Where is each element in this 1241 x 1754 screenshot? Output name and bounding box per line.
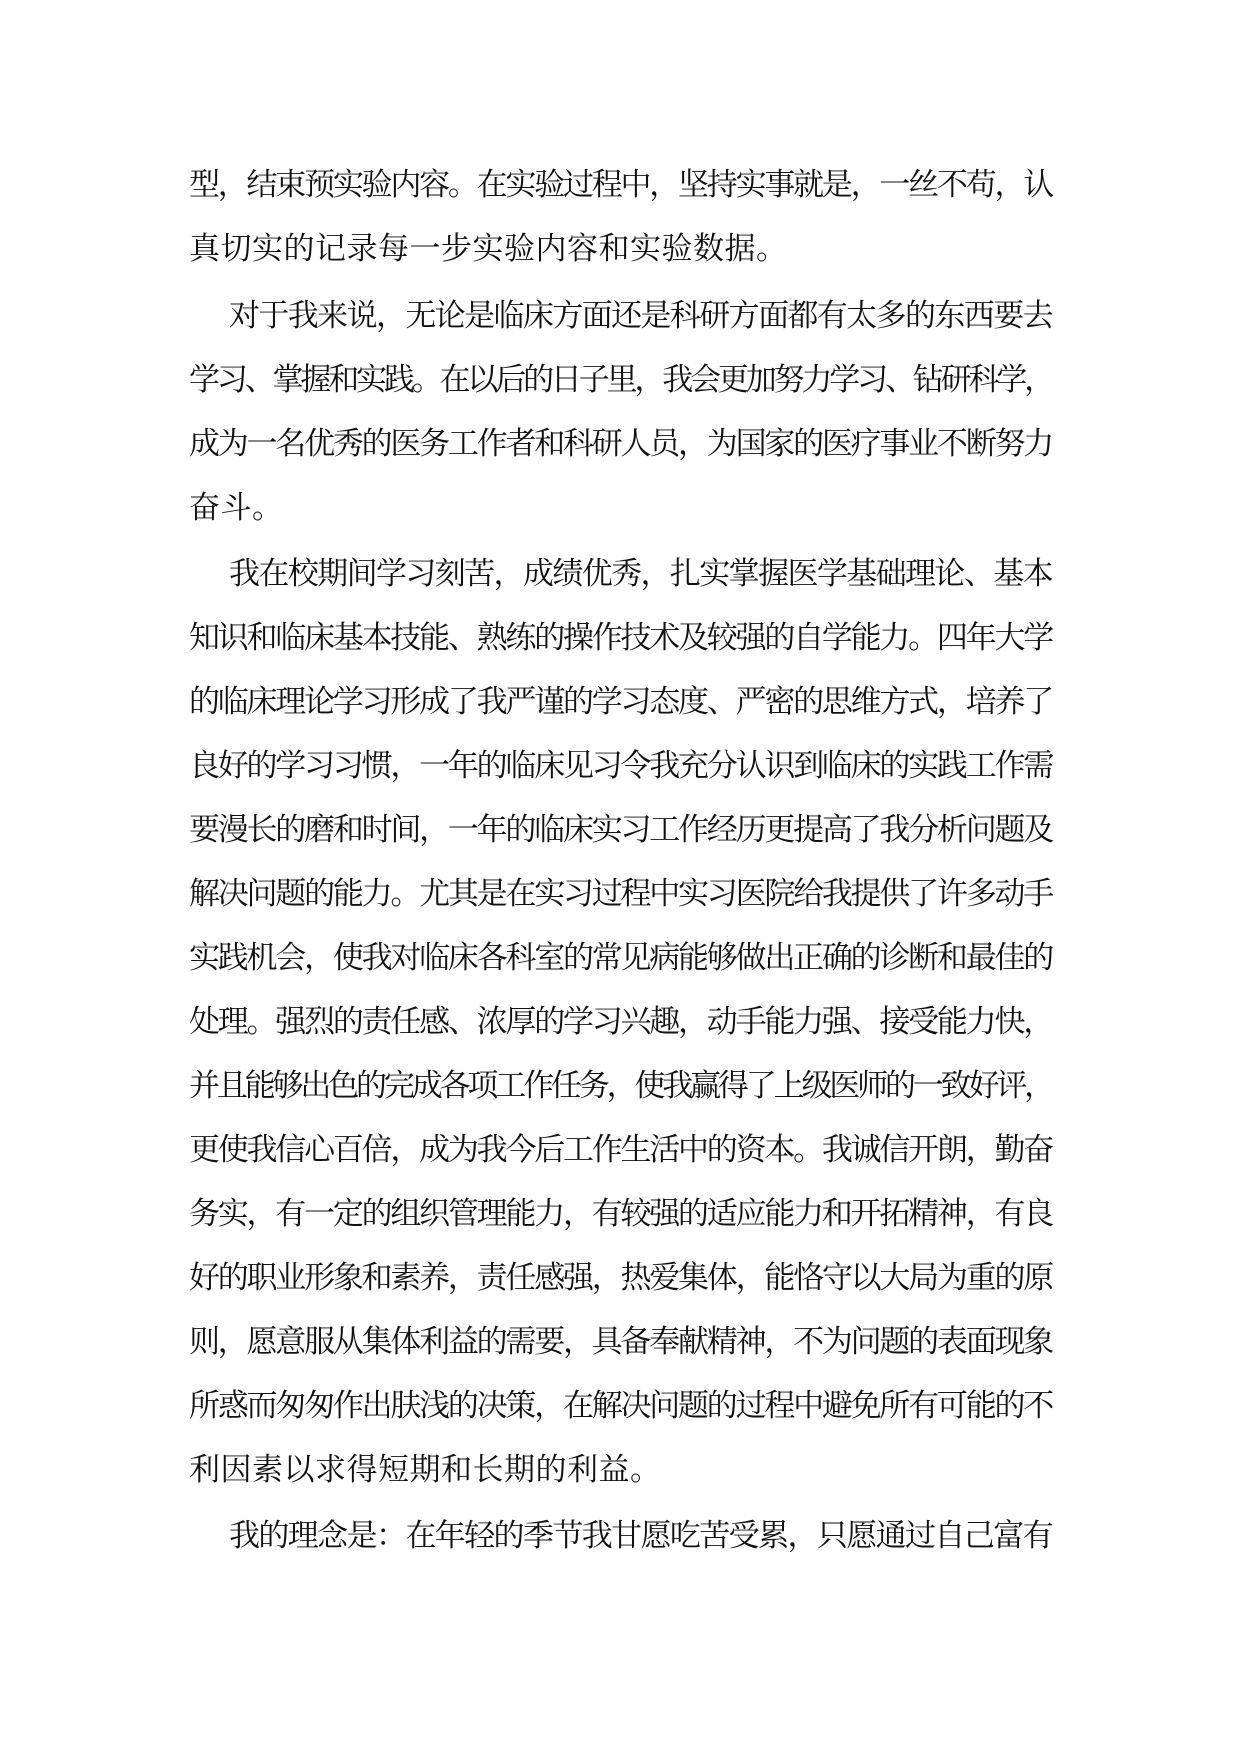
paragraph-3-line-11: 务实，有一定的组织管理能力，有较强的适应能力和开拓精神，有良: [189, 1196, 1052, 1232]
paragraph-3-line-8: 处理。强烈的责任感、浓厚的学习兴趣，动手能力强、接受能力快，: [189, 1004, 1052, 1040]
paragraph-3-line-6: 解决问题的能力。尤其是在实习过程中实习医院给我提供了许多动手: [189, 876, 1052, 912]
paragraph-2-line-4: 奋斗。: [189, 490, 284, 526]
paragraph-1-line-2: 真切实的记录每一步实验内容和实验数据。: [189, 231, 788, 267]
paragraph-3-line-5: 要漫长的磨和时间，一年的临床实习工作经历更提高了我分析问题及: [189, 812, 1052, 848]
paragraph-3-line-15: 利因素以求得短期和长期的利益。: [189, 1452, 662, 1488]
paragraph-3-line-2: 知识和临床基本技能、熟练的操作技术及较强的自学能力。四年大学: [189, 620, 1052, 656]
paragraph-4-line-1: 我的理念是：在年轻的季节我甘愿吃苦受累，只愿通过自己富有: [229, 1518, 1052, 1554]
paragraph-3-line-1: 我在校期间学习刻苦，成绩优秀，扎实掌握医学基础理论、基本: [229, 556, 1052, 592]
paragraph-3-line-13: 则，愿意服从集体利益的需要，具备奉献精神，不为问题的表面现象: [189, 1324, 1052, 1360]
paragraph-1-line-1: 型，结束预实验内容。在实验过程中，坚持实事就是，一丝不苟，认: [189, 167, 1052, 203]
paragraph-3-line-9: 并且能够出色的完成各项工作任务，使我赢得了上级医师的一致好评，: [189, 1068, 1052, 1104]
paragraph-3-line-3: 的临床理论学习形成了我严谨的学习态度、严密的思维方式，培养了: [189, 684, 1052, 720]
paragraph-3-line-12: 好的职业形象和素养，责任感强，热爱集体，能恪守以大局为重的原: [189, 1260, 1052, 1296]
paragraph-2-line-1: 对于我来说，无论是临床方面还是科研方面都有太多的东西要去: [229, 298, 1052, 334]
paragraph-3-line-4: 良好的学习习惯，一年的临床见习令我充分认识到临床的实践工作需: [189, 748, 1052, 784]
paragraph-2-line-3: 成为一名优秀的医务工作者和科研人员，为国家的医疗事业不断努力: [189, 426, 1052, 462]
paragraph-3-line-10: 更使我信心百倍，成为我今后工作生活中的资本。我诚信开朗，勤奋: [189, 1132, 1052, 1168]
paragraph-2-line-2: 学习、掌握和实践。在以后的日子里，我会更加努力学习、钻研科学，: [189, 362, 1052, 398]
paragraph-3-line-14: 所惑而匆匆作出肤浅的决策，在解决问题的过程中避免所有可能的不: [189, 1388, 1052, 1424]
paragraph-3-line-7: 实践机会，使我对临床各科室的常见病能够做出正确的诊断和最佳的: [189, 940, 1052, 976]
